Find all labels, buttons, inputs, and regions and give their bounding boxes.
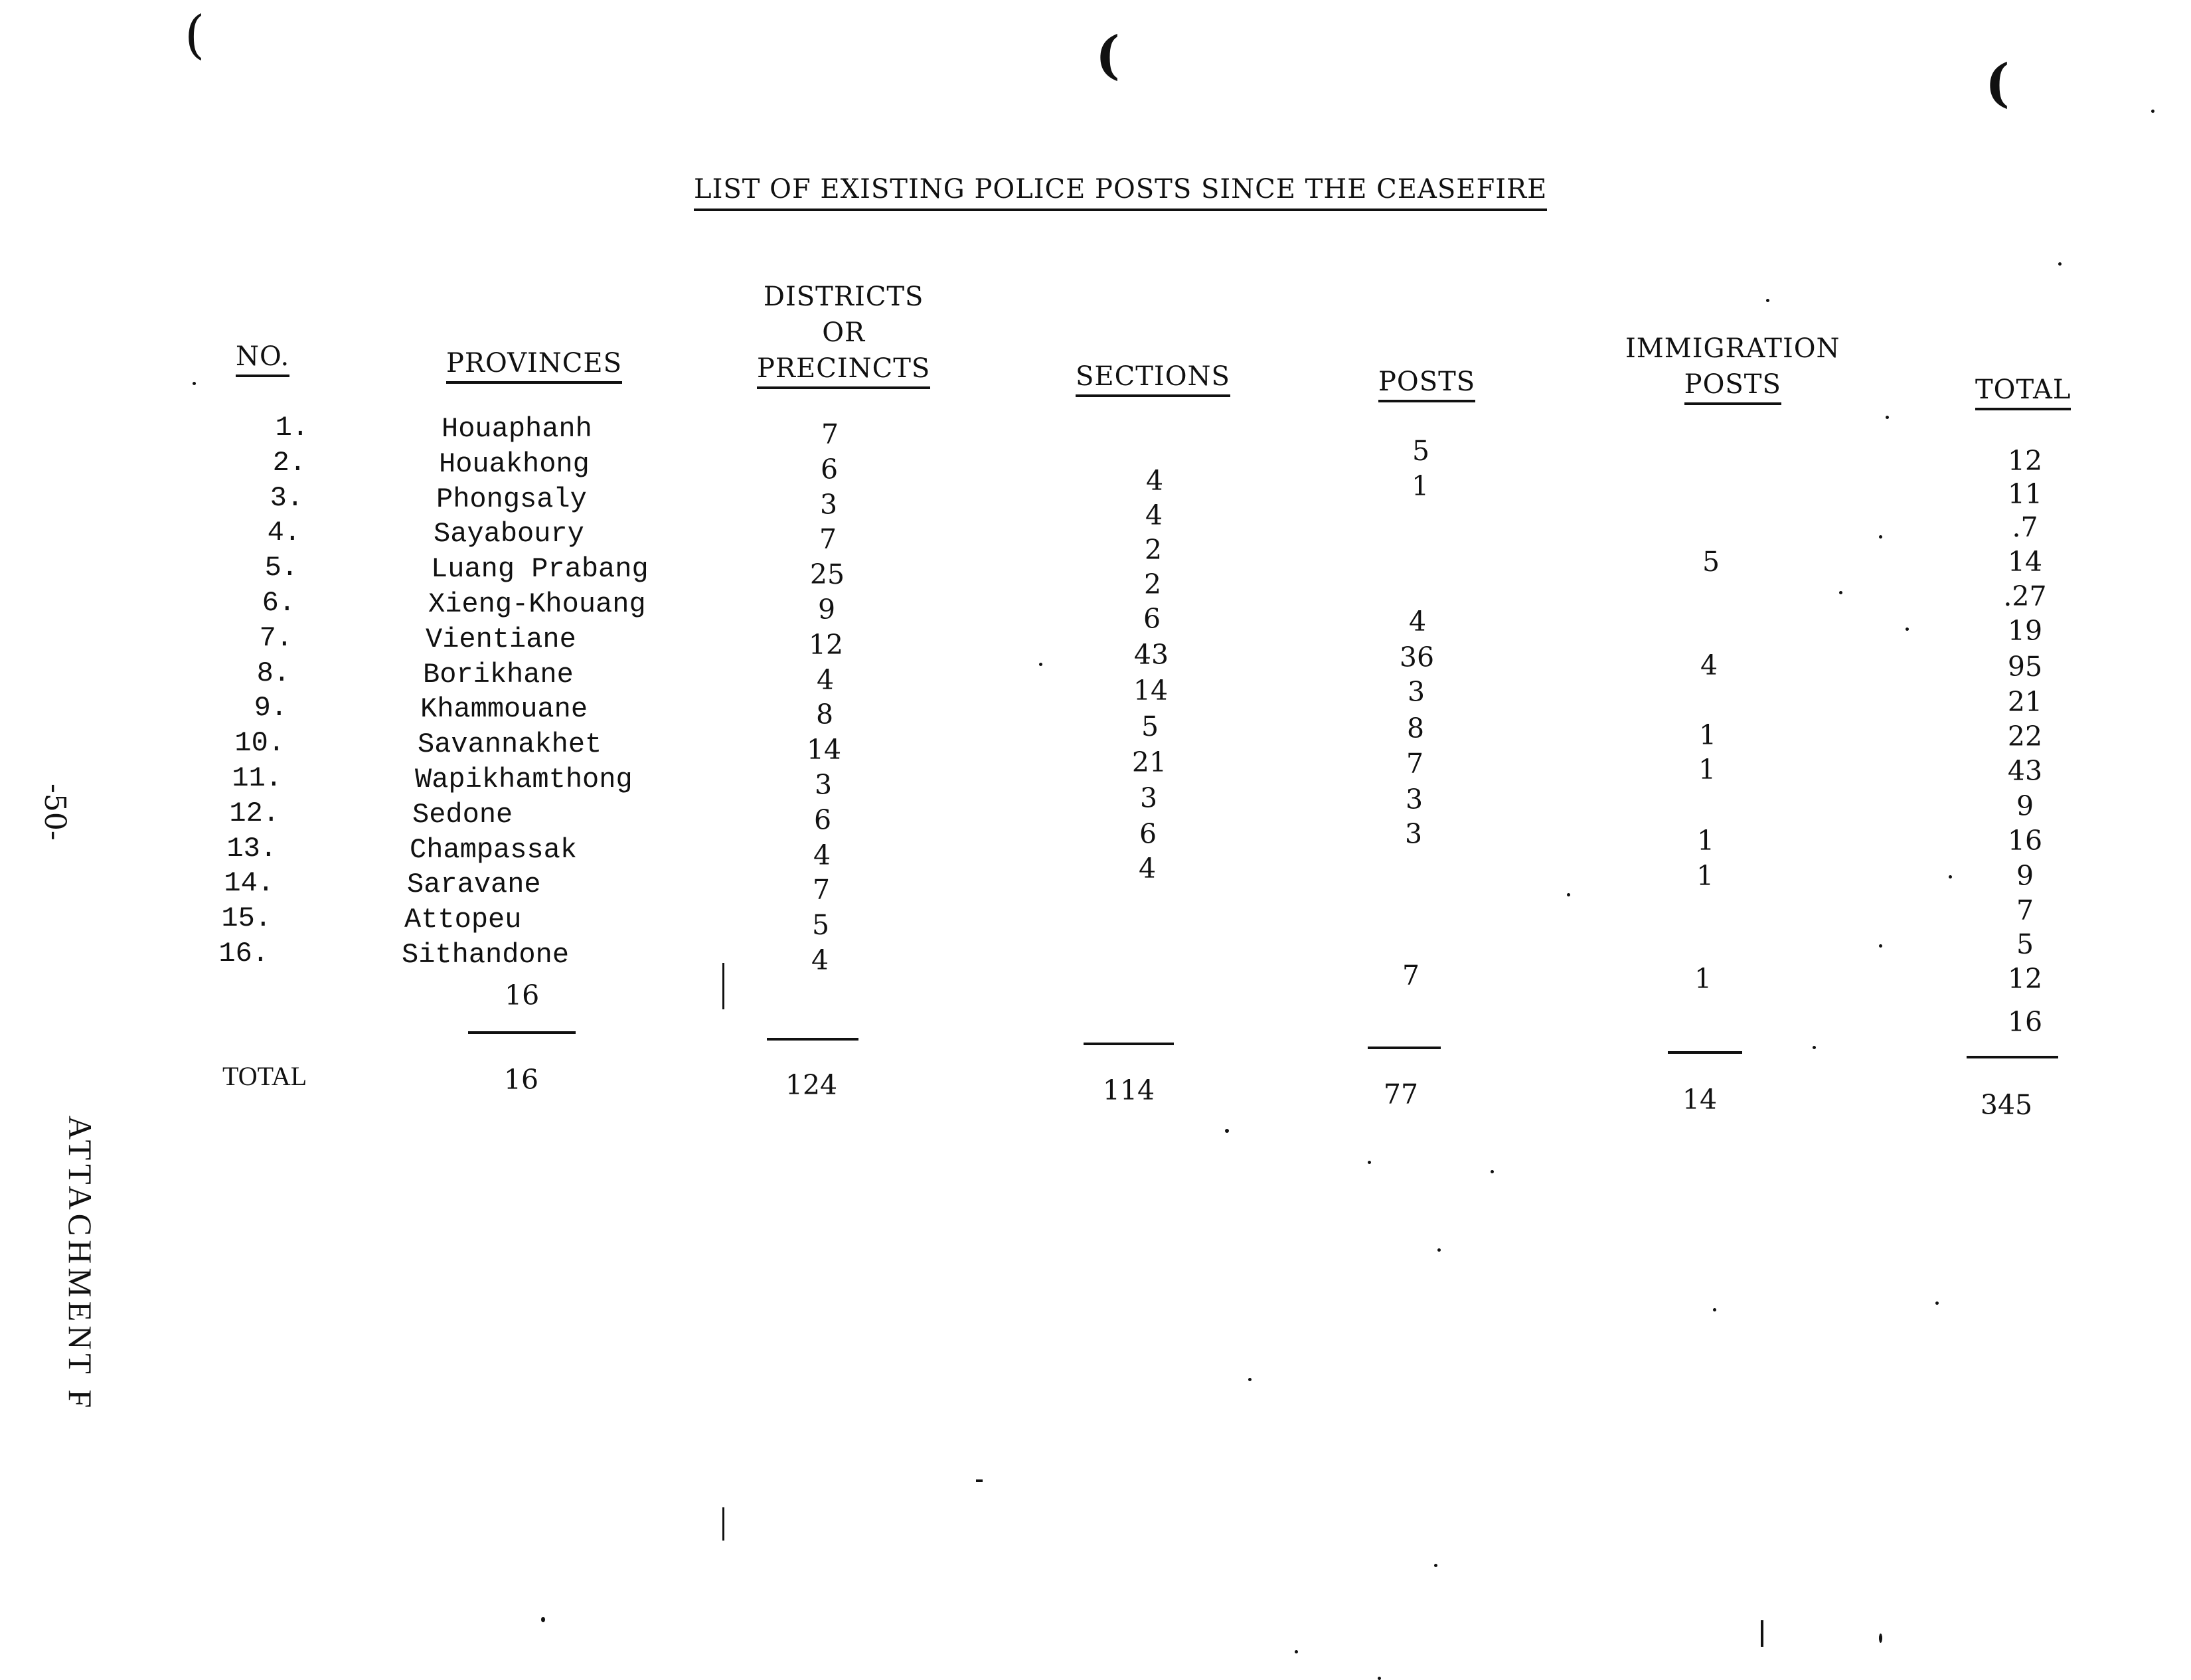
cell-districts: 3 [814,769,833,801]
document-title: LIST OF EXISTING POLICE POSTS SINCE THE CEASEFIRE [694,174,1547,211]
cell-no: 14. [224,867,274,900]
scan-speck [1839,591,1842,594]
cell-immigration: 1 [1696,860,1714,892]
cell-no: 4. [267,517,301,549]
cell-province: Borikhane [423,658,574,691]
cell-total: 11 [2007,478,2043,510]
total-label: TOTAL [222,1061,307,1091]
cell-total: 95 [2007,651,2043,683]
total-immigration: 14 [1682,1084,1718,1116]
total-provinces: 16 [503,1064,539,1096]
cell-districts: 6 [813,803,832,836]
total-rule [1668,1051,1742,1054]
cell-no: 11. [232,762,282,794]
page-number: -50- [38,784,72,841]
cell-province: Attopeu [404,904,522,936]
cell-total: .7 [2012,511,2038,543]
cell-sections: 4 [1145,465,1164,497]
cell-no: 15. [221,902,272,935]
cell-sections: 3 [1139,782,1158,814]
header-immigration: IMMIGRATION POSTS [1625,331,1840,402]
cell-posts: 3 [1407,676,1425,708]
cell-districts: 12 [808,628,844,661]
cell-sections: 43 [1133,639,1169,671]
total-rule [1967,1056,2058,1058]
total-total: 345 [1980,1089,2033,1121]
cell-total: 21 [2007,686,2043,718]
cell-sections: 5 [1141,711,1159,742]
scan-speck [1879,944,1882,948]
cell-province: Khammouane [420,693,588,726]
cell-total: 5 [2016,928,2034,960]
cell-total: 12 [2007,963,2043,995]
cell-total: 19 [2007,615,2043,647]
scan-speck [722,1507,724,1541]
header-total: TOTAL [1975,372,2071,408]
cell-province: Houaphanh [442,413,592,445]
cell-province: Saravane [407,869,541,901]
total-rule [1084,1043,1174,1045]
cell-districts: 7 [812,874,831,906]
cell-districts: 6 [820,453,839,485]
cell-total: 14 [2007,546,2043,578]
cell-districts: 4 [816,663,835,696]
scan-speck [2058,262,2062,266]
attachment-label: ATTACHMENT F [62,1116,99,1412]
scan-speck [976,1479,983,1482]
cell-immigration: 1 [1698,754,1716,786]
scan-speck [1567,893,1570,896]
cell-districts: 4 [811,944,829,976]
cell-total: 43 [2007,755,2043,787]
cell-districts: 3 [819,488,838,521]
scan-speck [722,963,724,1009]
cell-sections: 2 [1144,534,1163,566]
cell-no: 13. [226,832,277,865]
scan-speck [1295,1650,1298,1653]
scan-speck [1039,663,1042,666]
cell-posts: 7 [1406,748,1424,780]
scan-speck [1368,1161,1371,1164]
scan-speck [2151,110,2154,113]
cell-province: Phongsaly [436,483,587,515]
cell-posts: 7 [1402,960,1420,991]
total-districts: 124 [785,1069,838,1101]
scan-speck [1813,1046,1816,1049]
cell-districts: 8 [815,699,834,731]
cell-province: Champassak [410,833,578,866]
cell-sections: 14 [1133,675,1169,707]
cell-immigration: 1 [1698,719,1717,751]
cell-districts: 25 [809,558,845,591]
cell-sections: 4 [1138,853,1157,884]
scan-speck [1225,1129,1229,1133]
scan-mark: ( [1096,25,1120,86]
cell-no: 10. [234,727,285,760]
header-provinces: PROVINCES [446,345,622,381]
cell-total: 9 [2016,860,2034,892]
cell-sections: 2 [1143,568,1162,600]
cell-posts: 4 [1408,606,1427,637]
cell-districts: 5 [811,909,830,942]
scan-speck [1879,1634,1882,1643]
total-rule [468,1031,576,1034]
cell-posts: 8 [1406,713,1425,744]
cell-province: Sayaboury [434,518,584,550]
cell-districts: 14 [806,734,842,766]
scan-mark: ( [185,5,205,65]
scan-speck [1713,1308,1716,1311]
total-rule [1368,1047,1441,1049]
cell-province: Savannakhet [418,728,602,761]
cell-no: 1. [275,412,309,444]
cell-no: 7. [259,622,293,654]
scan-speck [541,1617,545,1622]
cell-province: Wapikhamthong [415,764,633,796]
scan-speck [1378,1677,1381,1680]
cell-no: 6. [262,587,295,619]
cell-sections: 6 [1143,603,1161,635]
cell-posts: 5 [1412,435,1430,467]
total-rule [767,1038,858,1041]
scan-speck [1935,1302,1939,1305]
total-sections: 114 [1102,1074,1155,1106]
cell-total: 12 [2007,445,2043,477]
cell-sections: 21 [1131,746,1167,778]
cell-no: 5. [264,552,298,584]
cell-immigration: 1 [1696,825,1715,857]
cell-no: 12. [229,797,280,829]
scan-speck [1906,628,1909,631]
cell-no: 2. [272,446,306,479]
header-no: NO. [236,339,289,375]
cell-no: 9. [254,692,287,724]
cell-province: Xieng-Khouang [428,588,646,620]
extra-total-value: 16 [2007,1006,2043,1038]
cell-sections: 4 [1145,499,1163,531]
cell-province: Sedone [412,798,513,831]
header-sections: SECTIONS [1076,359,1230,394]
cell-total: 22 [2007,720,2043,752]
cell-posts: 3 [1405,784,1423,815]
scan-speck [1879,535,1882,539]
cell-immigration: 5 [1702,546,1720,578]
cell-districts: 7 [819,523,837,556]
cell-posts: 36 [1399,641,1435,673]
cell-total: 9 [2016,790,2034,822]
scan-speck [1949,875,1952,879]
cell-immigration: 1 [1694,963,1712,995]
cell-posts: 3 [1404,818,1423,850]
cell-sections: 6 [1139,818,1157,850]
header-districts: DISTRICTS OR PRECINCTS [757,279,930,386]
header-posts: POSTS [1378,364,1475,400]
scan-speck [1491,1170,1494,1173]
cell-total: 16 [2007,825,2043,857]
cell-no: 8. [256,657,290,689]
total-posts: 77 [1383,1078,1419,1110]
cell-total: .27 [2003,580,2047,612]
scan-speck [193,382,196,385]
scan-speck [1434,1564,1437,1567]
cell-no: 3. [270,481,303,514]
scan-speck [1248,1378,1252,1381]
province-count: 16 [505,979,540,1011]
cell-posts: 1 [1411,470,1429,502]
cell-districts: 9 [817,594,836,626]
scan-mark: ( [1985,53,2010,114]
cell-province: Sithandone [402,939,570,971]
cell-province: Luang Prabang [431,553,649,586]
cell-province: Vientiane [426,623,576,655]
cell-districts: 4 [813,839,831,871]
scan-speck [1886,416,1889,419]
scan-speck [1761,1620,1763,1647]
cell-districts: 7 [821,418,839,450]
cell-immigration: 4 [1700,649,1718,681]
scan-speck [1437,1248,1441,1252]
cell-total: 7 [2016,894,2034,926]
cell-province: Houakhong [439,448,590,480]
cell-no: 16. [218,938,269,969]
scan-speck [1766,299,1769,302]
